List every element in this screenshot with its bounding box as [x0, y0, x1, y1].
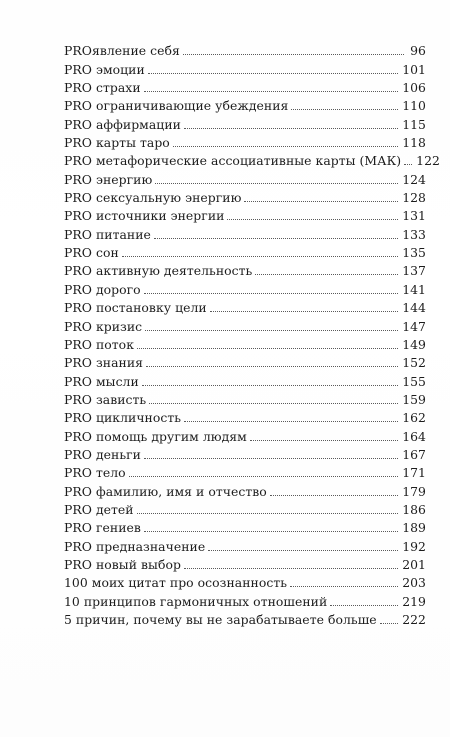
dot-leader — [244, 201, 398, 202]
dot-leader — [149, 403, 398, 404]
dot-leader — [250, 440, 398, 441]
toc-entry-title: PRO карты таро — [64, 135, 170, 151]
toc-entry-page: 192 — [402, 538, 426, 554]
toc-entry — [64, 462, 426, 480]
dot-leader — [184, 568, 398, 569]
toc-entry-title: PRO сон — [64, 245, 119, 261]
dot-leader — [208, 550, 398, 551]
toc-entry — [64, 370, 426, 388]
toc-entry — [64, 407, 426, 425]
toc-entry-title: PROявление себя — [64, 43, 180, 59]
table-of-contents — [64, 40, 440, 627]
toc-entry — [64, 609, 426, 627]
toc-entry — [64, 425, 426, 443]
dot-leader — [146, 366, 398, 367]
toc-entry-title: PRO гениев — [64, 520, 141, 536]
toc-entry-page: 141 — [402, 281, 426, 297]
toc-entry — [64, 150, 440, 169]
toc-entry-title: PRO зависть — [64, 391, 147, 407]
toc-entry-title: PRO мысли — [64, 373, 139, 389]
toc-entry-page: 96 — [410, 43, 426, 59]
toc-entry — [64, 132, 426, 150]
toc-entry-page: 201 — [402, 556, 426, 572]
toc-entry — [64, 113, 426, 131]
dot-leader — [154, 238, 398, 239]
dot-leader — [173, 146, 398, 147]
toc-entry-page: 122 — [416, 153, 440, 169]
toc-entry — [64, 95, 426, 113]
toc-entry — [64, 223, 426, 241]
dot-leader — [137, 513, 399, 514]
toc-entry-title: PRO кризис — [64, 318, 143, 334]
toc-entry-title: 100 моих цитат про осознанность — [64, 575, 288, 591]
toc-entry-title: PRO цикличность — [64, 410, 182, 426]
toc-entry-title: PRO энергию — [64, 171, 153, 187]
dot-leader — [210, 311, 398, 312]
dot-leader — [183, 54, 404, 55]
toc-entry-page: 106 — [402, 80, 426, 96]
toc-entry — [64, 334, 426, 352]
dot-leader — [137, 348, 398, 349]
toc-entry — [64, 535, 426, 553]
toc-entry — [64, 187, 426, 205]
toc-entry-page: 155 — [402, 373, 426, 389]
toc-entry-page: 118 — [402, 135, 426, 151]
dot-leader — [184, 128, 398, 129]
dot-leader — [404, 164, 412, 165]
toc-entry-page: 135 — [402, 245, 426, 261]
dot-leader — [291, 109, 398, 110]
toc-entry — [64, 517, 426, 535]
toc-entry — [64, 590, 426, 608]
dot-leader — [148, 73, 398, 74]
toc-entry-page: 137 — [402, 263, 426, 279]
toc-entry — [64, 389, 426, 407]
toc-entry — [64, 554, 426, 572]
toc-entry-page: 147 — [402, 318, 426, 334]
toc-entry-title: PRO новый выбор — [64, 556, 181, 572]
toc-entry-title: PRO дорого — [64, 281, 141, 297]
dot-leader — [227, 219, 398, 220]
dot-leader — [155, 183, 398, 184]
dot-leader — [142, 385, 398, 386]
toc-entry-title: PRO детей — [64, 501, 134, 517]
toc-entry-title: PRO ограничивающие убеждения — [64, 98, 289, 114]
toc-entry-page: 128 — [402, 190, 426, 206]
dot-leader — [144, 458, 398, 459]
dot-leader — [380, 623, 399, 624]
dot-leader — [129, 476, 399, 477]
toc-entry-page: 189 — [402, 520, 426, 536]
toc-entry-page: 219 — [402, 593, 426, 609]
toc-entry-title: PRO фамилию, имя и отчество — [64, 483, 267, 499]
toc-entry-title: PRO аффирмации — [64, 116, 181, 132]
toc-entry-page: 144 — [402, 300, 426, 316]
dot-leader — [144, 531, 398, 532]
toc-entry — [64, 242, 426, 260]
toc-entry — [64, 205, 426, 223]
toc-entry-title: PRO источники энергии — [64, 208, 225, 224]
toc-entry — [64, 444, 426, 462]
toc-entry — [64, 168, 426, 186]
dot-leader — [330, 605, 398, 606]
toc-entry — [64, 499, 426, 517]
toc-entry-title: PRO страхи — [64, 80, 141, 96]
toc-entry-title: PRO питание — [64, 226, 151, 242]
toc-entry-page: 179 — [402, 483, 426, 499]
dot-leader — [144, 293, 398, 294]
dot-leader — [145, 330, 398, 331]
dot-leader — [270, 495, 398, 496]
toc-entry-page: 124 — [402, 171, 426, 187]
toc-entry-page: 101 — [402, 61, 426, 77]
toc-entry-title: PRO сексуальную энергию — [64, 190, 242, 206]
toc-entry — [64, 40, 426, 58]
toc-entry-title: PRO знания — [64, 355, 144, 371]
toc-entry — [64, 352, 426, 370]
toc-entry-title: 5 причин, почему вы не зарабатываете больше — [64, 612, 377, 627]
toc-entry-page: 131 — [402, 208, 426, 224]
toc-entry — [64, 260, 426, 278]
toc-entry — [64, 480, 426, 498]
dot-leader — [144, 91, 399, 92]
toc-entry-page: 149 — [402, 336, 426, 352]
toc-entry — [64, 572, 426, 590]
toc-entry-title: PRO тело — [64, 465, 126, 481]
dot-leader — [255, 274, 398, 275]
toc-entry — [64, 297, 426, 315]
toc-entry-title: PRO постановку цели — [64, 300, 207, 316]
toc-entry-page: 167 — [402, 446, 426, 462]
toc-entry — [64, 77, 426, 95]
toc-entry-page: 152 — [402, 355, 426, 371]
toc-entry-title: PRO эмоции — [64, 61, 145, 77]
toc-entry — [64, 58, 426, 76]
dot-leader — [122, 256, 398, 257]
toc-entry-page: 133 — [402, 226, 426, 242]
dot-leader — [290, 586, 398, 587]
toc-entry-page: 164 — [402, 428, 426, 444]
toc-entry — [64, 278, 426, 296]
toc-entry — [64, 315, 426, 333]
toc-entry-page: 110 — [402, 98, 426, 114]
toc-entry-page: 159 — [402, 391, 426, 407]
toc-entry-title: PRO предназначение — [64, 538, 206, 554]
toc-entry-title: PRO поток — [64, 336, 134, 352]
toc-entry-page: 162 — [402, 410, 426, 426]
dot-leader — [184, 421, 398, 422]
toc-entry-title: PRO активную деятельность — [64, 263, 253, 279]
toc-entry-page: 115 — [402, 116, 426, 132]
toc-entry-title: 10 принципов гармоничных отношений — [64, 593, 328, 609]
toc-entry-title: PRO метафорические ассоциативные карты (МАК) — [64, 153, 402, 169]
toc-entry-page: 203 — [402, 575, 426, 591]
toc-entry-title: PRO деньги — [64, 446, 141, 462]
toc-entry-page: 171 — [402, 465, 426, 481]
toc-entry-page: 186 — [402, 501, 426, 517]
toc-entry-title: PRO помощь другим людям — [64, 428, 247, 444]
toc-entry-page: 222 — [402, 612, 426, 627]
